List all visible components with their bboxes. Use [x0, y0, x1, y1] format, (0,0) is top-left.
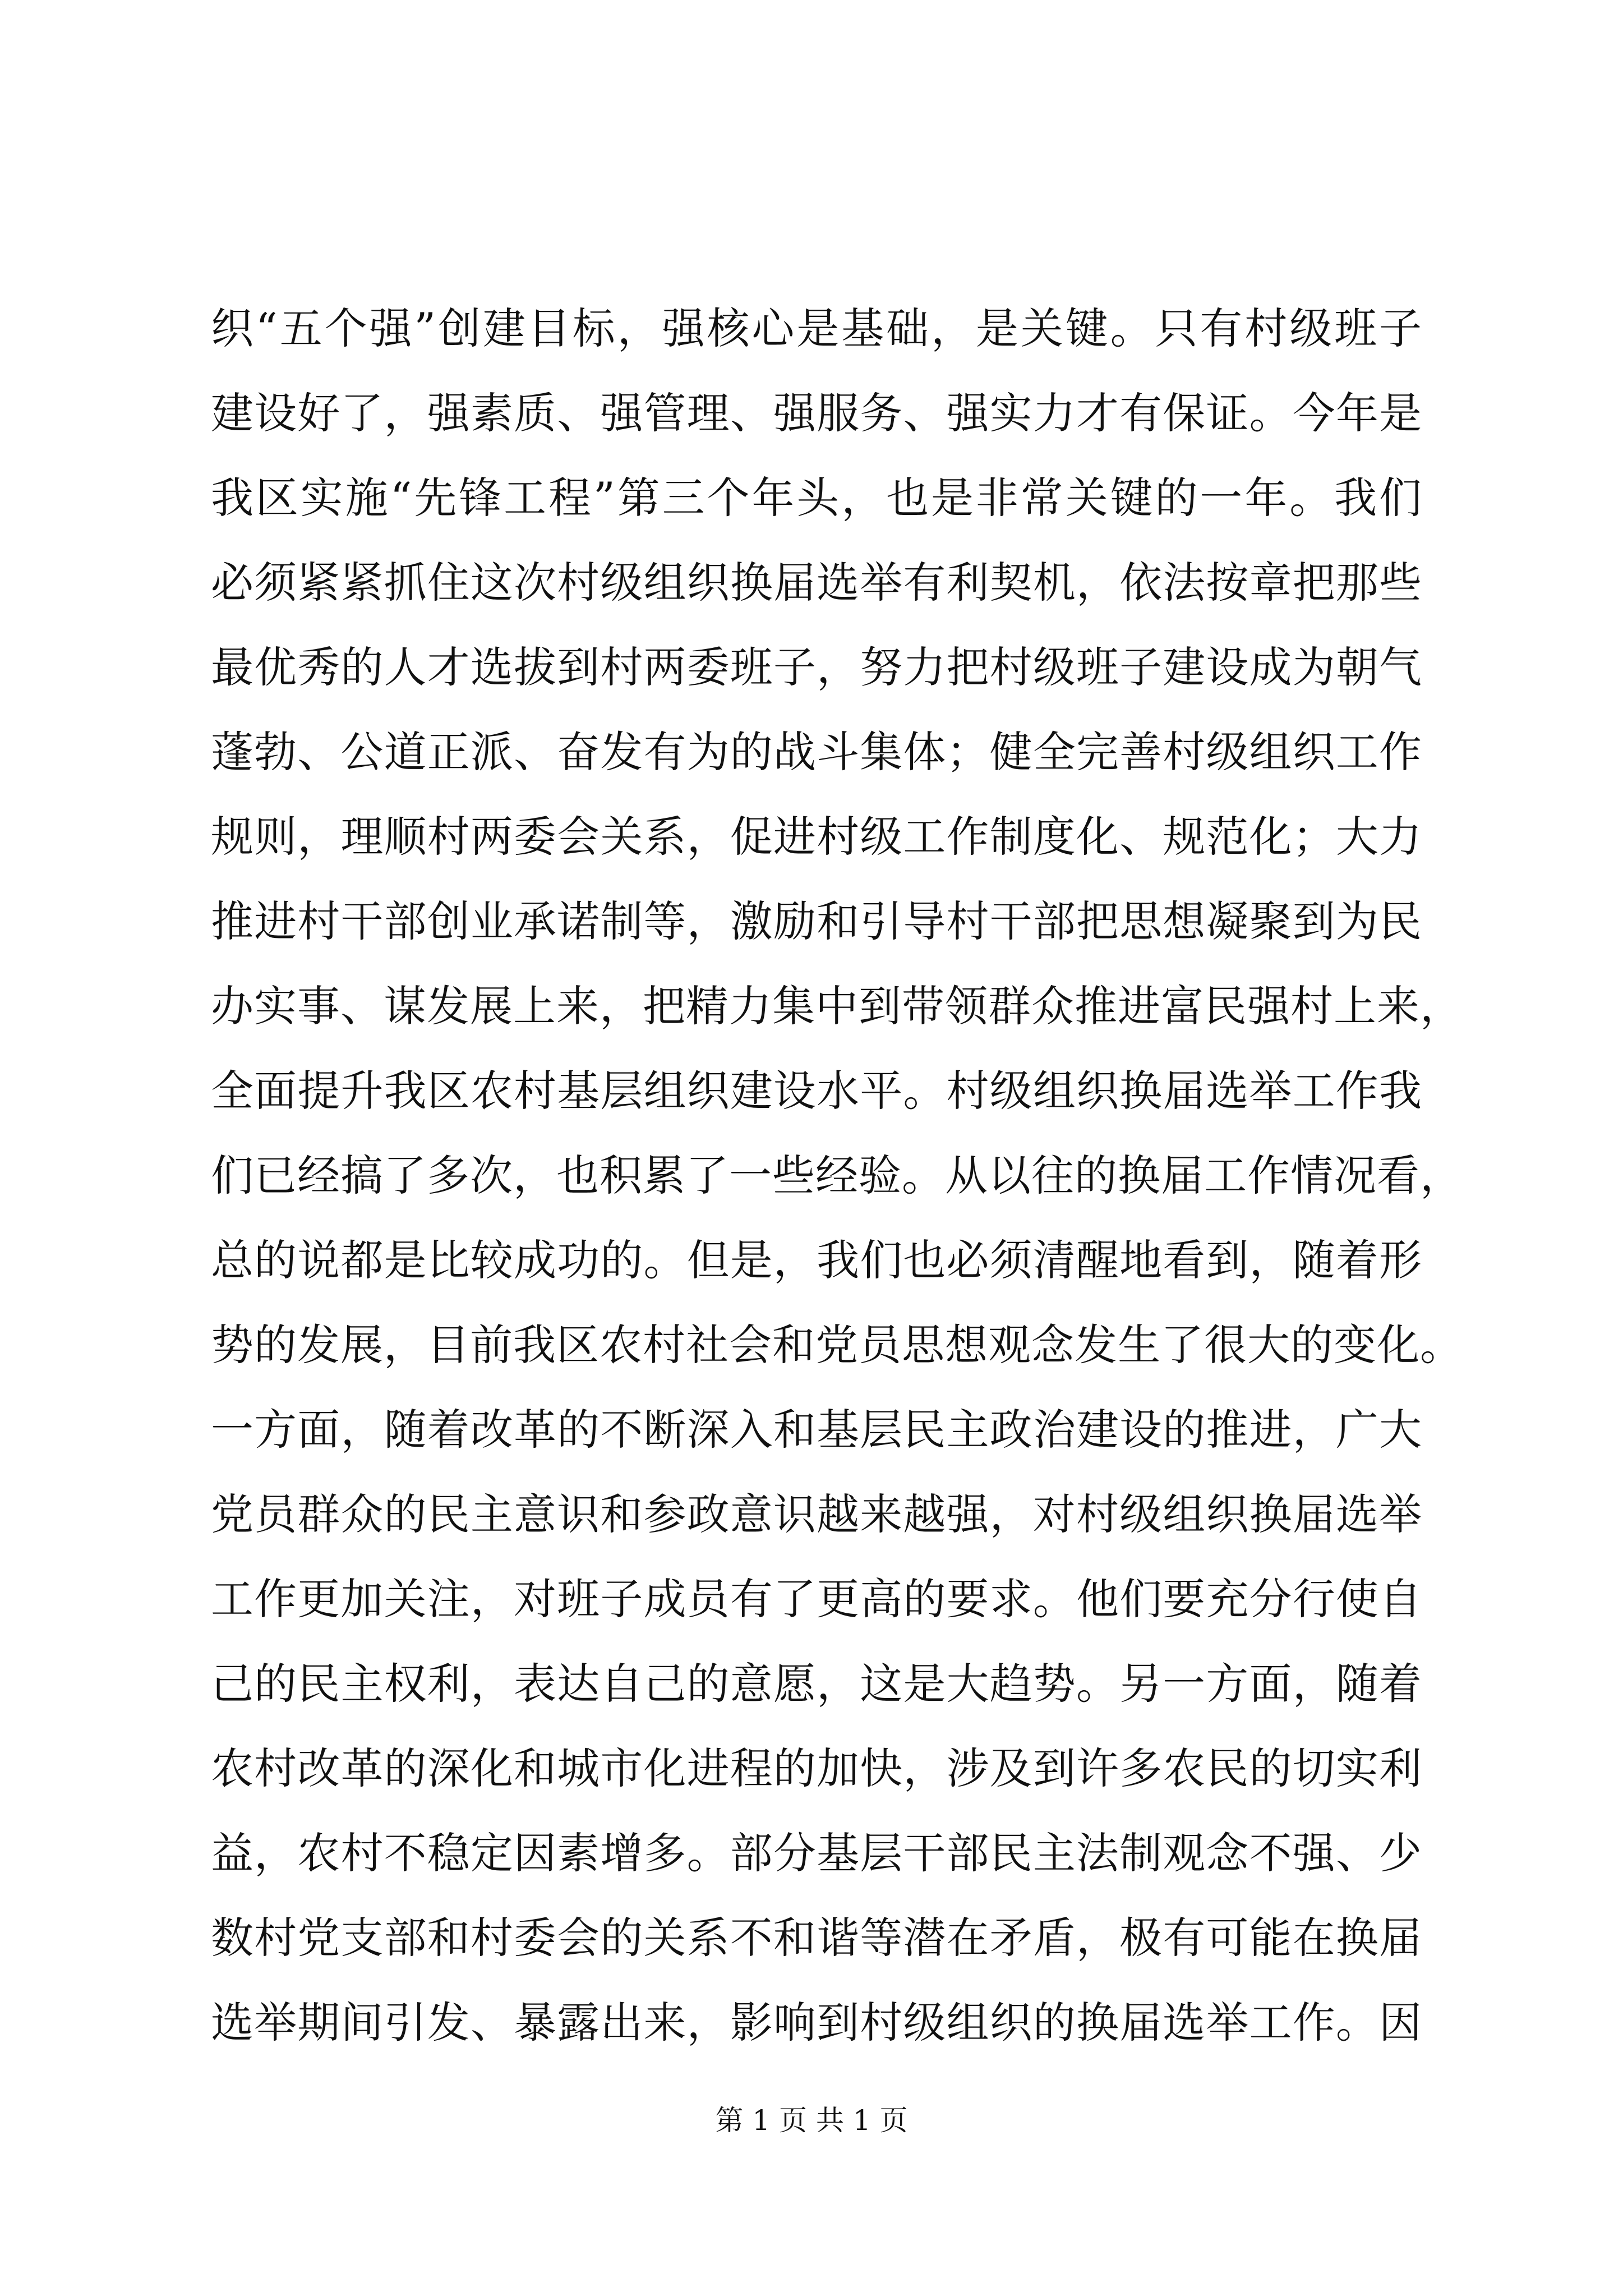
text-line: 己的民主权利，表达自己的意愿，这是大趋势。另一方面，随着 — [211, 1659, 1422, 1709]
text-line: 们已经搞了多次，也积累了一些经验。从以往的换届工作情况看， — [211, 1151, 1463, 1200]
text-line: 数村党支部和村委会的关系不和谐等潜在矛盾，极有可能在换届 — [211, 1913, 1422, 1963]
text-line: 益，农村不稳定因素增多。部分基层干部民主法制观念不强、少 — [211, 1828, 1422, 1878]
text-line: 全面提升我区农村基层组织建设水平。村级组织换届选举工作我 — [211, 1066, 1422, 1116]
text-line: 建设好了，强素质、强管理、强服务、强实力才有保证。今年是 — [211, 388, 1422, 438]
text-line: 我区实施“先锋工程”第三个年头，也是非常关键的一年。我们 — [211, 473, 1422, 523]
text-line: 一方面，随着改革的不断深入和基层民主政治建设的推进，广大 — [211, 1405, 1422, 1455]
page-number: 第 1 页 共 1 页 — [715, 2104, 908, 2137]
text-line: 工作更加关注，对班子成员有了更高的要求。他们要充分行使自 — [211, 1574, 1422, 1624]
text-line: 推进村干部创业承诺制等，激励和引导村干部把思想凝聚到为民 — [211, 896, 1422, 946]
text-line: 办实事、谋发展上来，把精力集中到带领群众推进富民强村上来， — [211, 981, 1463, 1031]
text-line: 规则，理顺村两委会关系，促进村级工作制度化、规范化；大力 — [211, 812, 1422, 862]
text-line: 党员群众的民主意识和参政意识越来越强，对村级组织换届选举 — [211, 1489, 1422, 1539]
text-line: 蓬勃、公道正派、奋发有为的战斗集体；健全完善村级组织工作 — [211, 727, 1422, 777]
text-line: 总的说都是比较成功的。但是，我们也必须清醒地看到，随着形 — [211, 1235, 1422, 1285]
text-line: 农村改革的深化和城市化进程的加快，涉及到许多农民的切实利 — [211, 1743, 1422, 1793]
page-footer — [0, 2098, 1623, 2138]
text-line: 势的发展，目前我区农村社会和党员思想观念发生了很大的变化。 — [211, 1320, 1463, 1370]
body-text — [211, 286, 1463, 2065]
text-line: 必须紧紧抓住这次村级组织换届选举有利契机，依法按章把那些 — [211, 558, 1422, 608]
text-line: 最优秀的人才选拔到村两委班子，努力把村级班子建设成为朝气 — [211, 642, 1422, 692]
text-line: 织“五个强”创建目标，强核心是基础，是关键。只有村级班子 — [211, 303, 1422, 353]
text-line: 选举期间引发、暴露出来，影响到村级组织的换届选举工作。因 — [211, 1998, 1422, 2047]
